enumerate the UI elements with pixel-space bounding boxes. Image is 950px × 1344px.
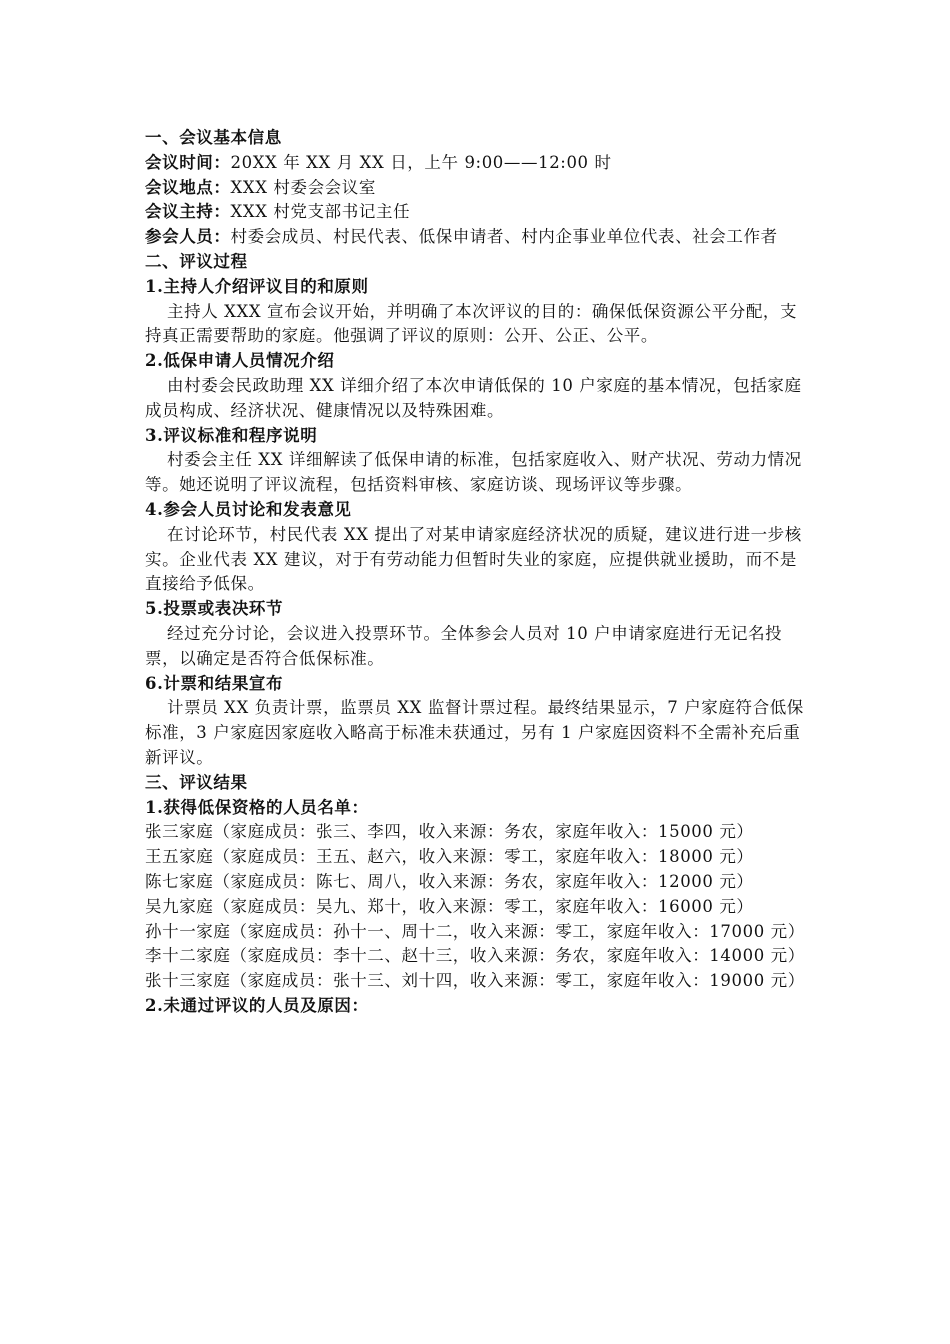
approved-family-item: 陈七家庭（家庭成员：陈七、周八，收入来源：务农，家庭年收入：12000 元）	[145, 871, 754, 891]
section-heading-basic-info: 一、会议基本信息	[145, 128, 282, 147]
approved-family-item: 吴九家庭（家庭成员：吴九、郑十，收入来源：零工，家庭年收入：16000 元）	[145, 896, 754, 916]
section-heading-results: 三、评议结果	[145, 772, 248, 792]
meeting-attendees-label: 参会人员：	[145, 227, 231, 247]
meeting-time-value: 20XX 年 XX 月 XX 日，上午 9:00——12:00 时	[230, 152, 612, 172]
process-item-text: 村委会主任 XX 详细解读了低保申请的标准，包括家庭收入、财产状况、劳动力情况等。她还说明了评议流程，包括资料审核、家庭访谈、现场评议等步骤。	[145, 450, 802, 495]
process-item-title: 1.主持人介绍评议目的和原则	[145, 276, 369, 296]
meeting-attendees	[145, 225, 807, 250]
approved-family-item: 张三家庭（家庭成员：张三、李四，收入来源：务农，家庭年收入：15000 元）	[145, 822, 754, 842]
approved-list-title: 1.获得低保资格的人员名单：	[145, 797, 369, 817]
meeting-place-label: 会议地点：	[145, 177, 231, 197]
approved-family-item: 李十二家庭（家庭成员：李十二、赵十三，收入来源：务农，家庭年收入：14000 元）	[145, 946, 805, 966]
process-item-text: 计票员 XX 负责计票，监票员 XX 监督计票过程。最终结果显示，7 户家庭符合低保标准，3 户家庭因家庭收入略高于标准未获通过，另有 1 户家庭因资料不全需补充后重新评议。	[145, 698, 804, 767]
meeting-time	[145, 151, 807, 176]
meeting-time-label: 会议时间：	[145, 152, 231, 172]
section-heading-process: 二、评议过程	[145, 251, 248, 271]
process-item-text: 经过充分讨论，会议进入投票环节。全体参会人员对 10 户申请家庭进行无记名投票，以确定是否符合低保标准。	[145, 623, 783, 668]
approved-family-item: 张十三家庭（家庭成员：张十三、刘十四，收入来源：零工，家庭年收入：19000 元）	[145, 971, 805, 991]
process-item-title: 4.参会人员讨论和发表意见	[145, 499, 352, 519]
meeting-host-label: 会议主持：	[145, 202, 231, 222]
process-item-title: 2.低保申请人员情况介绍	[145, 351, 335, 371]
approved-family-item: 王五家庭（家庭成员：王五、赵六，收入来源：零工，家庭年收入：18000 元）	[145, 847, 754, 867]
process-item-text: 由村委会民政助理 XX 详细介绍了本次申请低保的 10 户家庭的基本情况，包括家庭成员构成、经济状况、健康情况以及特殊困难。	[145, 375, 802, 420]
document-body	[145, 126, 807, 1019]
meeting-place-value: XXX 村委会会议室	[230, 177, 376, 197]
meeting-host	[145, 200, 807, 225]
process-item-title: 5.投票或表决环节	[145, 599, 284, 619]
meeting-attendees-value: 村委会成员、村民代表、低保申请者、村内企事业单位代表、社会工作者	[230, 227, 778, 247]
approved-family-item: 孙十一家庭（家庭成员：孙十一、周十二，收入来源：零工，家庭年收入：17000 元）	[145, 921, 805, 941]
process-item-text: 在讨论环节，村民代表 XX 提出了对某申请家庭经济状况的质疑，建议进行进一步核实。企业代表 XX 建议，对于有劳动能力但暂时失业的家庭，应提供就业援助，而不是直接给予低保。	[145, 524, 802, 594]
process-item-title: 3.评议标准和程序说明	[145, 425, 318, 445]
process-item-text: 主持人 XXX 宣布会议开始，并明确了本次评议的目的：确保低保资源公平分配，支持真正需要帮助的家庭。他强调了评议的原则：公开、公正、公平。	[145, 301, 798, 346]
meeting-host-value: XXX 村党支部书记主任	[230, 202, 411, 222]
rejected-list-title: 2.未通过评议的人员及原因：	[145, 995, 369, 1015]
process-item-title: 6.计票和结果宣布	[145, 673, 284, 693]
meeting-place	[145, 176, 807, 201]
